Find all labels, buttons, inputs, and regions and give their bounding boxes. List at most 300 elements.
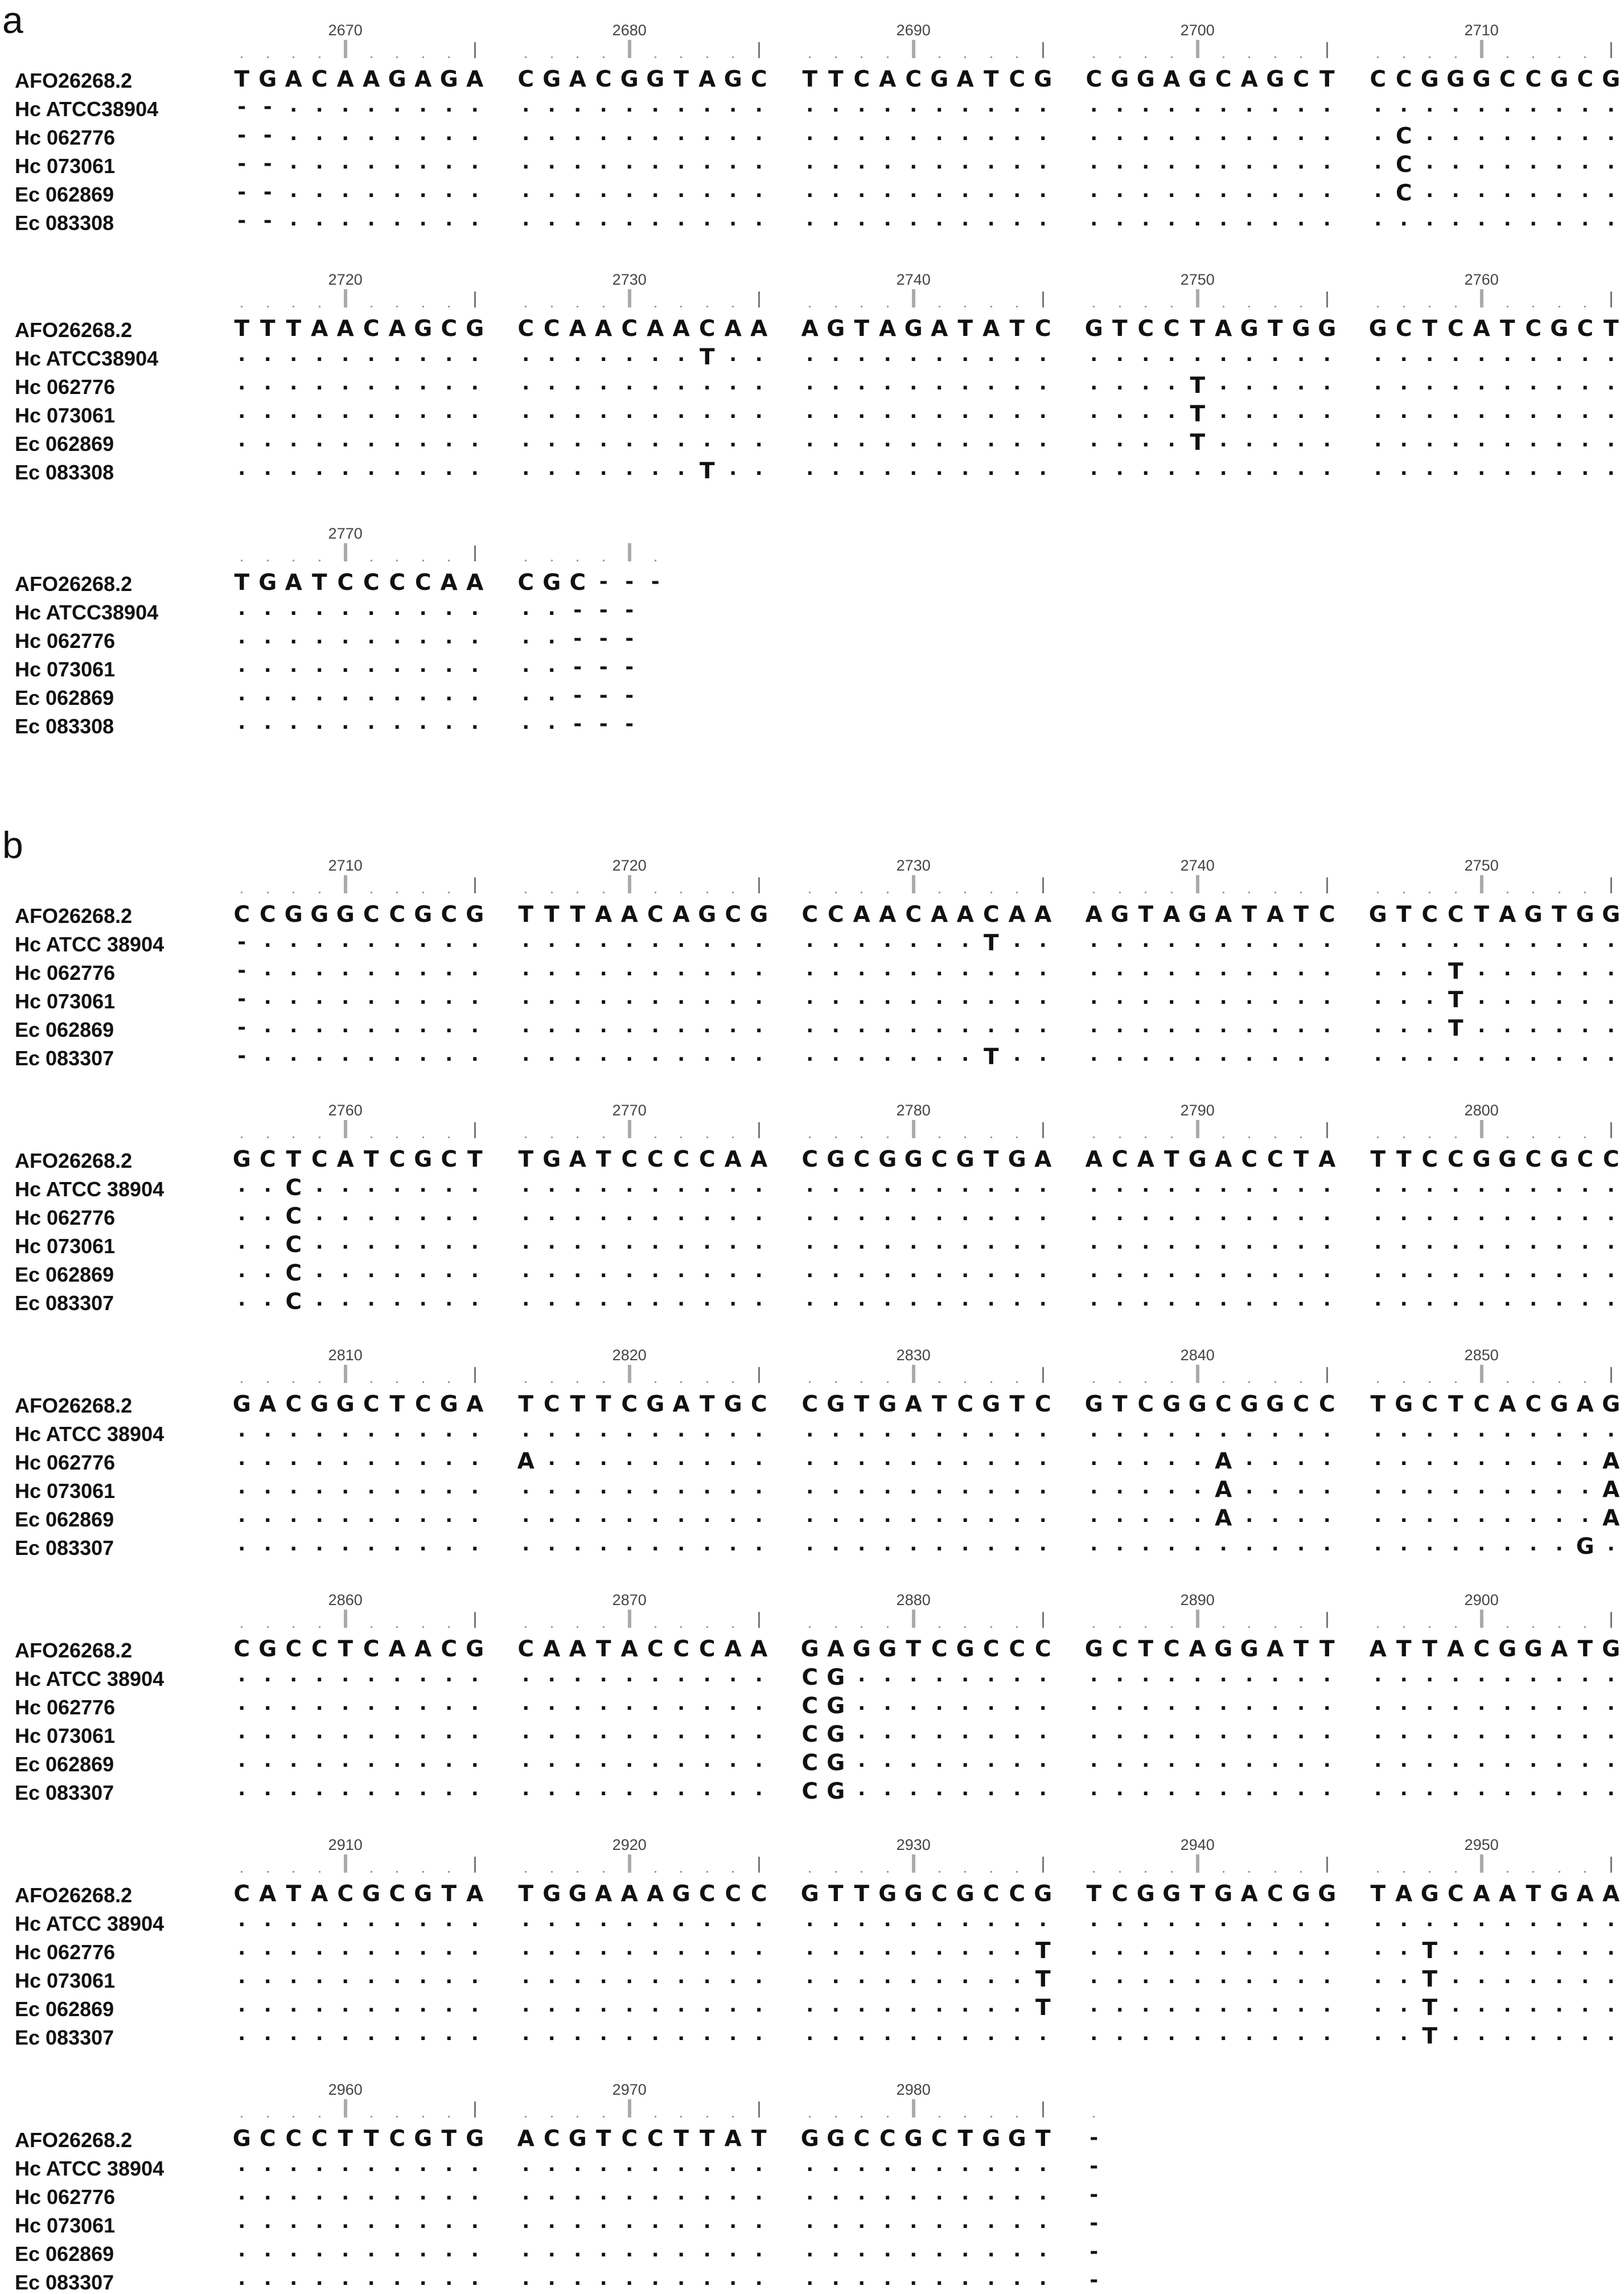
identity-dot: . <box>1598 1996 1624 2015</box>
identity-dot: . <box>565 1045 591 1064</box>
identity-dot: . <box>927 2240 953 2260</box>
identity-dot: . <box>668 1534 694 1554</box>
reference-base: G <box>410 1883 437 1905</box>
identity-dot: . <box>1469 1939 1495 1958</box>
identity-dot: . <box>307 988 333 1007</box>
identity-dot: . <box>1598 345 1624 364</box>
ruler-tick-minor <box>241 306 242 307</box>
reference-base: G <box>307 1393 333 1415</box>
reference-base: A <box>668 1393 694 1415</box>
gap-dash: - <box>591 714 617 734</box>
reference-base: T <box>513 1883 539 1905</box>
identity-dot: . <box>978 96 1005 115</box>
ruler-tick-major <box>1480 1365 1483 1383</box>
identity-dot: . <box>978 210 1005 229</box>
identity-dot: . <box>1469 1910 1495 1930</box>
identity-dot: . <box>332 1478 359 1497</box>
identity-dot: . <box>1185 1939 1211 1958</box>
reference-base: G <box>952 1148 978 1171</box>
identity-dot: . <box>229 345 255 364</box>
identity-dot: . <box>746 402 772 421</box>
identity-dot: . <box>616 1694 643 1713</box>
identity-dot: . <box>1004 1261 1030 1281</box>
identity-dot: . <box>307 430 333 450</box>
identity-dot: . <box>359 1204 385 1224</box>
identity-dot: . <box>720 1421 746 1440</box>
identity-dot: . <box>875 1204 901 1224</box>
identity-dot: . <box>1133 1176 1159 1195</box>
identity-dot: . <box>307 2240 333 2260</box>
identity-dot: . <box>332 959 359 979</box>
identity-dot: . <box>307 1534 333 1554</box>
gap-dash: - <box>255 182 281 203</box>
identity-dot: . <box>591 1016 617 1036</box>
gap-dash: - <box>229 1046 255 1066</box>
identity-dot: . <box>952 345 978 364</box>
ruler-tick-major <box>344 1854 347 1873</box>
identity-dot: . <box>1520 1176 1547 1195</box>
variant-base: T <box>1030 1940 1056 1962</box>
identity-dot: . <box>332 2184 359 2203</box>
identity-dot: . <box>281 931 307 950</box>
identity-dot: . <box>1547 210 1573 229</box>
identity-dot: . <box>746 1478 772 1497</box>
identity-dot: . <box>1004 1016 1030 1036</box>
identity-dot: . <box>694 1996 721 2015</box>
identity-dot: . <box>1547 1045 1573 1064</box>
identity-dot: . <box>565 1751 591 1770</box>
sequence-name: Ec 062869 <box>15 1999 114 2020</box>
identity-dot: . <box>952 1176 978 1195</box>
identity-dot: . <box>1495 402 1521 421</box>
identity-dot: . <box>539 959 565 979</box>
identity-dot: . <box>436 374 462 393</box>
ruler-tick-mid <box>474 292 476 307</box>
ruler-tick-minor <box>1559 306 1560 307</box>
identity-dot: . <box>1236 1204 1263 1224</box>
ruler-tick-minor <box>1403 1381 1405 1383</box>
ruler-tick-minor <box>1532 1136 1534 1138</box>
identity-dot: . <box>823 2240 849 2260</box>
position-number: 2890 <box>1181 1593 1215 1608</box>
identity-dot: . <box>1004 374 1030 393</box>
identity-dot: . <box>952 2155 978 2174</box>
reference-base: C <box>1211 68 1237 91</box>
identity-dot: . <box>332 96 359 115</box>
identity-dot: . <box>875 181 901 200</box>
identity-dot: . <box>1133 1939 1159 1958</box>
identity-dot: . <box>1520 1506 1547 1525</box>
identity-dot: . <box>978 959 1005 979</box>
ruler-tick-minor <box>655 306 656 307</box>
identity-dot: . <box>229 2269 255 2288</box>
reference-base: G <box>1081 1393 1107 1415</box>
ruler-tick-minor <box>939 1136 940 1138</box>
identity-dot: . <box>1004 959 1030 979</box>
identity-dot: . <box>797 345 823 364</box>
identity-dot: . <box>1159 1506 1185 1525</box>
identity-dot: . <box>1030 1751 1056 1770</box>
ruler-tick-minor <box>319 2116 320 2117</box>
reference-base: T <box>591 1393 617 1415</box>
identity-dot: . <box>978 1779 1005 1799</box>
reference-base: T <box>1469 904 1495 926</box>
identity-dot: . <box>1159 1967 1185 1987</box>
identity-dot: . <box>565 1506 591 1525</box>
identity-dot: . <box>797 2155 823 2174</box>
identity-dot: . <box>436 2212 462 2231</box>
identity-dot: . <box>1314 1939 1341 1958</box>
identity-dot: . <box>797 374 823 393</box>
identity-dot: . <box>694 1016 721 1036</box>
identity-dot: . <box>565 1233 591 1252</box>
identity-dot: . <box>1572 2024 1598 2043</box>
identity-dot: . <box>359 1751 385 1770</box>
ruler-tick-minor <box>1223 1871 1224 1873</box>
ruler-tick-minor <box>448 892 450 893</box>
ruler-tick-minor <box>990 1136 992 1138</box>
position-number: 2840 <box>1181 1348 1215 1363</box>
identity-dot: . <box>1288 124 1314 143</box>
identity-dot: . <box>746 1016 772 1036</box>
identity-dot: . <box>591 124 617 143</box>
identity-dot: . <box>1030 374 1056 393</box>
position-number: 2910 <box>328 1837 363 1853</box>
identity-dot: . <box>1133 1421 1159 1440</box>
identity-dot: . <box>952 96 978 115</box>
gap-dash: - <box>565 686 591 706</box>
ruler-tick-major <box>628 1610 631 1628</box>
ruler-tick-mid <box>1326 42 1328 58</box>
identity-dot: . <box>668 1939 694 1958</box>
reference-base: C <box>1133 318 1159 340</box>
identity-dot: . <box>797 2024 823 2043</box>
identity-dot: . <box>1520 124 1547 143</box>
identity-dot: . <box>978 374 1005 393</box>
reference-base: T <box>1004 1393 1030 1415</box>
identity-dot: . <box>332 1665 359 1685</box>
reference-base: G <box>1443 68 1469 91</box>
variant-base: G <box>823 1695 849 1717</box>
identity-dot: . <box>1520 1910 1547 1930</box>
variant-base: T <box>1417 1997 1443 2019</box>
identity-dot: . <box>849 2155 875 2174</box>
reference-base: G <box>1365 904 1391 926</box>
sequence-name: Hc ATCC 38904 <box>15 1179 164 1200</box>
sequence-name: Ec 083307 <box>15 1783 114 1803</box>
identity-dot: . <box>462 2212 488 2231</box>
identity-dot: . <box>1211 459 1237 478</box>
identity-dot: . <box>359 153 385 172</box>
identity-dot: . <box>720 1694 746 1713</box>
identity-dot: . <box>1030 1233 1056 1252</box>
reference-base: A <box>875 68 901 91</box>
identity-dot: . <box>359 627 385 647</box>
identity-dot: . <box>1598 1939 1624 1958</box>
identity-dot: . <box>668 1478 694 1497</box>
reference-base: G <box>462 318 488 340</box>
reference-base: A <box>694 68 721 91</box>
identity-dot: . <box>410 1967 437 1987</box>
identity-dot: . <box>1520 430 1547 450</box>
identity-dot: . <box>952 988 978 1007</box>
identity-dot: . <box>1547 374 1573 393</box>
identity-dot: . <box>1107 1939 1133 1958</box>
reference-base: C <box>1391 318 1417 340</box>
identity-dot: . <box>1081 1016 1107 1036</box>
identity-dot: . <box>384 656 410 675</box>
ruler-tick-minor <box>1455 1381 1457 1383</box>
identity-dot: . <box>1314 345 1341 364</box>
identity-dot: . <box>229 374 255 393</box>
identity-dot: . <box>849 1421 875 1440</box>
identity-dot: . <box>901 1967 927 1987</box>
reference-base: G <box>1185 1393 1211 1415</box>
identity-dot: . <box>1236 1694 1263 1713</box>
identity-dot: . <box>255 1506 281 1525</box>
identity-dot: . <box>875 1534 901 1554</box>
identity-dot: . <box>1159 1751 1185 1770</box>
reference-base: G <box>1547 68 1573 91</box>
identity-dot: . <box>513 2212 539 2231</box>
identity-dot: . <box>1159 959 1185 979</box>
identity-dot: . <box>307 1910 333 1930</box>
position-number: 2880 <box>897 1593 931 1608</box>
identity-dot: . <box>1391 1421 1417 1440</box>
identity-dot: . <box>255 1751 281 1770</box>
reference-base: T <box>332 2128 359 2150</box>
identity-dot: . <box>229 402 255 421</box>
reference-base: T <box>978 68 1005 91</box>
identity-dot: . <box>591 959 617 979</box>
identity-dot: . <box>720 959 746 979</box>
ruler-tick-mid <box>474 1367 476 1383</box>
identity-dot: . <box>746 345 772 364</box>
ruler-tick-minor <box>1300 892 1302 893</box>
identity-dot: . <box>668 1506 694 1525</box>
identity-dot: . <box>565 1204 591 1224</box>
identity-dot: . <box>849 959 875 979</box>
identity-dot: . <box>952 1421 978 1440</box>
identity-dot: . <box>1443 1045 1469 1064</box>
identity-dot: . <box>1547 1534 1573 1554</box>
identity-dot: . <box>823 430 849 450</box>
identity-dot: . <box>927 1478 953 1497</box>
reference-base: A <box>927 318 953 340</box>
identity-dot: . <box>1365 988 1391 1007</box>
sequence-name: Hc 062776 <box>15 1208 115 1228</box>
reference-base: A <box>591 318 617 340</box>
identity-dot: . <box>849 2184 875 2203</box>
identity-dot: . <box>927 459 953 478</box>
identity-dot: . <box>668 2240 694 2260</box>
identity-dot: . <box>332 599 359 618</box>
sequence-name: Ec 062869 <box>15 1754 114 1775</box>
ruler-tick-minor <box>1455 1871 1457 1873</box>
identity-dot: . <box>1159 1665 1185 1685</box>
reference-base: C <box>797 1393 823 1415</box>
identity-dot: . <box>229 1751 255 1770</box>
identity-dot: . <box>384 1722 410 1742</box>
ruler-tick-minor <box>1145 306 1146 307</box>
identity-dot: . <box>823 345 849 364</box>
identity-dot: . <box>281 459 307 478</box>
identity-dot: . <box>384 96 410 115</box>
reference-base: C <box>307 68 333 91</box>
reference-base: A <box>1263 904 1289 926</box>
identity-dot: . <box>281 2240 307 2260</box>
ruler-tick-minor <box>319 306 320 307</box>
identity-dot: . <box>229 1449 255 1468</box>
ruler-tick-mid <box>474 1612 476 1628</box>
identity-dot: . <box>565 1939 591 1958</box>
identity-dot: . <box>901 1290 927 1309</box>
identity-dot: . <box>668 210 694 229</box>
reference-base: G <box>823 1148 849 1171</box>
identity-dot: . <box>1211 1910 1237 1930</box>
identity-dot: . <box>875 988 901 1007</box>
identity-dot: . <box>591 931 617 950</box>
ruler-tick-minor <box>293 560 294 561</box>
identity-dot: . <box>668 1233 694 1252</box>
identity-dot: . <box>1365 124 1391 143</box>
identity-dot: . <box>978 1204 1005 1224</box>
identity-dot: . <box>462 1449 488 1468</box>
ruler-tick-minor <box>964 56 966 58</box>
identity-dot: . <box>1236 1996 1263 2015</box>
identity-dot: . <box>823 96 849 115</box>
identity-dot: . <box>229 1421 255 1440</box>
identity-dot: . <box>1520 459 1547 478</box>
identity-dot: . <box>668 2024 694 2043</box>
reference-base: A <box>1495 1883 1521 1905</box>
identity-dot: . <box>927 153 953 172</box>
identity-dot: . <box>1081 1967 1107 1987</box>
identity-dot: . <box>513 931 539 950</box>
ruler-tick-minor <box>577 2116 578 2117</box>
identity-dot: . <box>643 988 669 1007</box>
identity-dot: . <box>1185 459 1211 478</box>
identity-dot: . <box>1211 181 1237 200</box>
identity-dot: . <box>436 959 462 979</box>
identity-dot: . <box>462 627 488 647</box>
identity-dot: . <box>694 1751 721 1770</box>
identity-dot: . <box>797 153 823 172</box>
ruler-tick-minor <box>267 1381 269 1383</box>
identity-dot: . <box>927 1421 953 1440</box>
identity-dot: . <box>746 1204 772 1224</box>
ruler-tick-minor <box>525 1871 527 1873</box>
identity-dot: . <box>1211 124 1237 143</box>
identity-dot: . <box>823 1176 849 1195</box>
identity-dot: . <box>1314 1694 1341 1713</box>
identity-dot: . <box>1288 1016 1314 1036</box>
identity-dot: . <box>616 1665 643 1685</box>
identity-dot: . <box>1081 1506 1107 1525</box>
identity-dot: . <box>436 1939 462 1958</box>
identity-dot: . <box>436 1204 462 1224</box>
identity-dot: . <box>332 1016 359 1036</box>
ruler-tick-mid <box>474 2102 476 2117</box>
identity-dot: . <box>359 2212 385 2231</box>
sequence-name: AFO26268.2 <box>15 574 132 594</box>
identity-dot: . <box>1547 2024 1573 2043</box>
identity-dot: . <box>927 1204 953 1224</box>
identity-dot: . <box>797 2184 823 2203</box>
identity-dot: . <box>1314 1779 1341 1799</box>
reference-base: T <box>1443 1393 1469 1415</box>
reference-base: G <box>849 1638 875 1660</box>
identity-dot: . <box>694 1449 721 1468</box>
reference-base: C <box>797 904 823 926</box>
gap-dash: - <box>229 211 255 231</box>
identity-dot: . <box>797 96 823 115</box>
identity-dot: . <box>1469 1290 1495 1309</box>
ruler-tick-mid <box>758 1122 760 1138</box>
identity-dot: . <box>1236 1233 1263 1252</box>
identity-dot: . <box>462 1421 488 1440</box>
sequence-name: Ec 062869 <box>15 1509 114 1530</box>
reference-base: G <box>255 1638 281 1660</box>
identity-dot: . <box>1288 1421 1314 1440</box>
ruler-tick-minor <box>1119 1626 1121 1628</box>
identity-dot: . <box>797 2240 823 2260</box>
identity-dot: . <box>1211 1665 1237 1685</box>
identity-dot: . <box>229 1506 255 1525</box>
reference-base: A <box>1236 1883 1263 1905</box>
identity-dot: . <box>643 1290 669 1309</box>
reference-base: C <box>229 1883 255 1905</box>
ruler-tick-minor <box>1171 1871 1173 1873</box>
identity-dot: . <box>1443 1204 1469 1224</box>
identity-dot: . <box>1185 345 1211 364</box>
identity-dot: . <box>927 430 953 450</box>
reference-base: A <box>1133 1148 1159 1171</box>
identity-dot: . <box>281 1016 307 1036</box>
reference-base: C <box>359 318 385 340</box>
identity-dot: . <box>1417 210 1443 229</box>
position-number: 2970 <box>612 2082 647 2098</box>
ruler-tick-major <box>344 1120 347 1138</box>
ruler-tick-major <box>628 1120 631 1138</box>
identity-dot: . <box>875 1261 901 1281</box>
identity-dot: . <box>359 713 385 732</box>
identity-dot: . <box>1211 1290 1237 1309</box>
identity-dot: . <box>410 2155 437 2174</box>
reference-base: G <box>1211 1883 1237 1905</box>
reference-base: C <box>539 1393 565 1415</box>
ruler-tick-minor <box>1145 1136 1146 1138</box>
identity-dot: . <box>720 2240 746 2260</box>
identity-dot: . <box>462 713 488 732</box>
reference-base: T <box>1288 904 1314 926</box>
identity-dot: . <box>1547 1722 1573 1742</box>
identity-dot: . <box>1365 1665 1391 1685</box>
identity-dot: . <box>952 2269 978 2288</box>
variant-base: C <box>797 1695 823 1717</box>
identity-dot: . <box>255 988 281 1007</box>
identity-dot: . <box>643 2155 669 2174</box>
identity-dot: . <box>281 1478 307 1497</box>
identity-dot: . <box>694 1694 721 1713</box>
identity-dot: . <box>797 210 823 229</box>
identity-dot: . <box>901 1939 927 1958</box>
identity-dot: . <box>1081 1233 1107 1252</box>
identity-dot: . <box>565 124 591 143</box>
identity-dot: . <box>410 959 437 979</box>
ruler-tick-minor <box>1145 1381 1146 1383</box>
identity-dot: . <box>1365 1506 1391 1525</box>
